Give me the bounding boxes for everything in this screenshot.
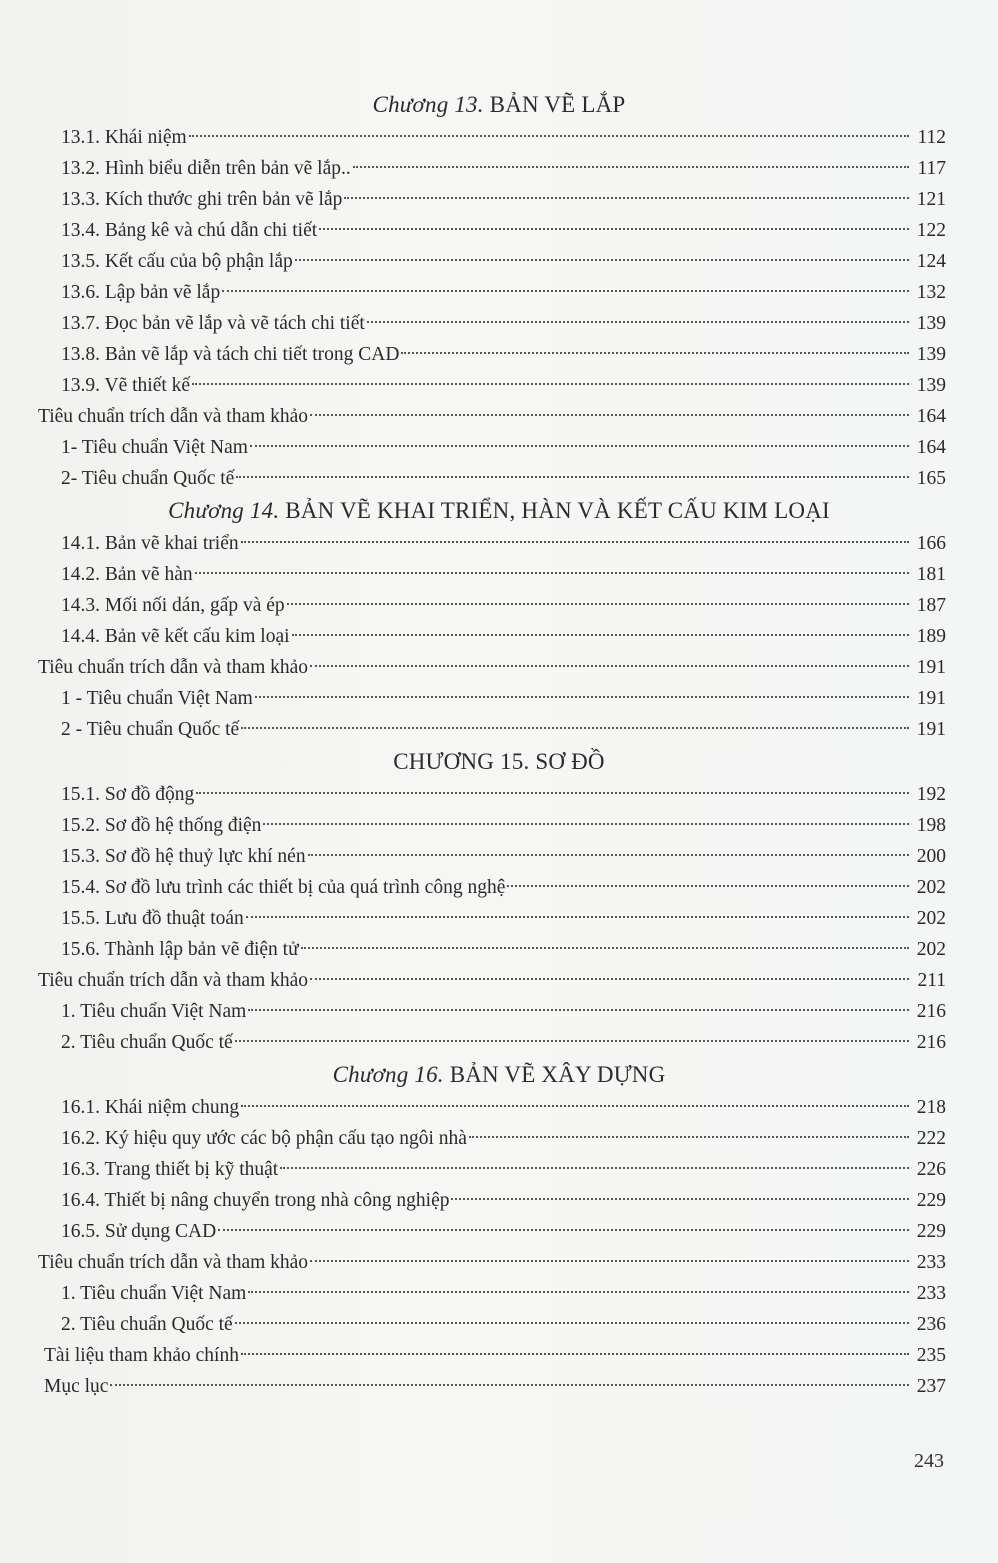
toc-entry[interactable] bbox=[0, 714, 998, 745]
entry-label: 1- Tiêu chuẩn Việt Nam bbox=[61, 437, 248, 458]
entry-page: 198 bbox=[916, 815, 946, 836]
toc-entry[interactable] bbox=[0, 1371, 998, 1402]
toc-entry[interactable] bbox=[0, 934, 998, 965]
entry-label: 16.3. Trang thiết bị kỹ thuật bbox=[61, 1159, 279, 1180]
chapter-heading bbox=[0, 1058, 998, 1092]
entry-label: 1 - Tiêu chuẩn Việt Nam bbox=[61, 688, 253, 709]
toc-entry[interactable] bbox=[0, 559, 998, 590]
entry-label: 13.3. Kích thước ghi trên bản vẽ lắp bbox=[61, 189, 343, 210]
dot-leader bbox=[192, 383, 909, 385]
chapter-title: BẢN VẼ KHAI TRIỂN, HÀN VÀ KẾT CẤU KIM LOẠI bbox=[285, 498, 830, 523]
dot-leader bbox=[241, 541, 909, 543]
entry-page: 191 bbox=[916, 719, 946, 740]
entry-page: 132 bbox=[916, 282, 946, 303]
dot-leader bbox=[287, 603, 909, 605]
dot-leader bbox=[319, 228, 909, 230]
dot-leader bbox=[292, 634, 909, 636]
entry-label: 15.2. Sơ đồ hệ thống điện bbox=[61, 815, 262, 836]
entry-page: 222 bbox=[916, 1128, 946, 1149]
dot-leader bbox=[301, 947, 909, 949]
entry-label: 13.5. Kết cấu của bộ phận lắp bbox=[61, 251, 293, 272]
entry-page: 233 bbox=[916, 1252, 946, 1273]
dot-leader bbox=[308, 854, 909, 856]
dot-leader bbox=[310, 665, 909, 667]
toc-entry[interactable] bbox=[0, 965, 998, 996]
toc-entry[interactable] bbox=[0, 153, 998, 184]
entry-page: 124 bbox=[916, 251, 946, 272]
entry-label: 14.3. Mối nối dán, gấp và ép bbox=[61, 595, 285, 616]
dot-leader bbox=[235, 1322, 909, 1324]
toc-entry[interactable] bbox=[0, 184, 998, 215]
entry-page: 117 bbox=[917, 158, 946, 179]
toc-entry[interactable] bbox=[0, 652, 998, 683]
entry-page: 122 bbox=[916, 220, 946, 241]
entry-page: 166 bbox=[916, 533, 946, 554]
entry-page: 191 bbox=[916, 657, 946, 678]
entry-label: 13.6. Lập bản vẽ lắp bbox=[61, 282, 221, 303]
entry-page: 216 bbox=[916, 1032, 946, 1053]
entry-page: 237 bbox=[916, 1376, 946, 1397]
toc-entry[interactable] bbox=[0, 810, 998, 841]
dot-leader bbox=[241, 1353, 909, 1355]
entry-label: 13.4. Bảng kê và chú dẫn chi tiết bbox=[61, 220, 318, 241]
dot-leader bbox=[222, 290, 909, 292]
entry-page: 202 bbox=[916, 908, 946, 929]
entry-page: 236 bbox=[916, 1314, 946, 1335]
dot-leader bbox=[235, 1040, 909, 1042]
entry-label: 14.4. Bản vẽ kết cấu kim loại bbox=[61, 626, 290, 647]
dot-leader bbox=[246, 916, 909, 918]
toc-entry[interactable] bbox=[0, 683, 998, 714]
chapter-title: BẢN VẼ XÂY DỰNG bbox=[449, 1062, 666, 1087]
toc-entry[interactable] bbox=[0, 1309, 998, 1340]
entry-label: 2- Tiêu chuẩn Quốc tế bbox=[61, 468, 235, 489]
toc-entry[interactable] bbox=[0, 401, 998, 432]
entry-label: Tài liệu tham khảo chính bbox=[44, 1345, 239, 1366]
dot-leader bbox=[507, 885, 909, 887]
entry-label: 1. Tiêu chuẩn Việt Nam bbox=[61, 1283, 247, 1304]
entry-page: 164 bbox=[916, 437, 946, 458]
toc-entry[interactable] bbox=[0, 903, 998, 934]
entry-page: 165 bbox=[916, 468, 946, 489]
entry-label: 14.1. Bản vẽ khai triển bbox=[61, 533, 239, 554]
dot-leader bbox=[367, 321, 909, 323]
entry-page: 139 bbox=[916, 313, 946, 334]
toc-entry[interactable] bbox=[0, 621, 998, 652]
entry-label: 2. Tiêu chuẩn Quốc tế bbox=[61, 1032, 233, 1053]
entry-label: 16.2. Ký hiệu quy ước các bộ phận cấu tạo ngôi nhà bbox=[61, 1128, 467, 1149]
entry-label: 13.1. Khái niệm bbox=[61, 127, 187, 148]
entry-page: 181 bbox=[916, 564, 946, 585]
chapter-prefix: Chương 13. bbox=[372, 92, 484, 117]
entry-label: Tiêu chuẩn trích dẫn và tham khảo bbox=[38, 1252, 309, 1273]
entry-label: 13.8. Bản vẽ lắp và tách chi tiết trong CAD bbox=[61, 344, 400, 365]
entry-page: 233 bbox=[916, 1283, 946, 1304]
entry-page: 121 bbox=[916, 189, 946, 210]
entry-label: 16.1. Khái niệm chung bbox=[61, 1097, 240, 1118]
entry-label: Tiêu chuẩn trích dẫn và tham khảo bbox=[38, 406, 309, 427]
chapter-heading bbox=[0, 745, 998, 779]
entry-label: 16.4. Thiết bị nâng chuyển trong nhà công nghiệp bbox=[61, 1190, 450, 1211]
chapter-prefix: Chương 16. bbox=[332, 1062, 444, 1087]
entry-label: 15.3. Sơ đồ hệ thuỷ lực khí nén bbox=[61, 846, 306, 867]
toc-entry[interactable] bbox=[0, 841, 998, 872]
toc-entry[interactable] bbox=[0, 1278, 998, 1309]
toc-entry[interactable] bbox=[0, 590, 998, 621]
entry-page: 139 bbox=[916, 375, 946, 396]
toc-entry[interactable] bbox=[0, 339, 998, 370]
dot-leader bbox=[241, 1105, 909, 1107]
dot-leader bbox=[310, 1260, 909, 1262]
toc-entry[interactable] bbox=[0, 1154, 998, 1185]
entry-page: 211 bbox=[917, 970, 946, 991]
dot-leader bbox=[263, 823, 909, 825]
entry-page: 187 bbox=[916, 595, 946, 616]
toc-entry[interactable] bbox=[0, 432, 998, 463]
toc-entry[interactable] bbox=[0, 1247, 998, 1278]
entry-label: 15.4. Sơ đồ lưu trình các thiết bị của quá trình công nghệ bbox=[61, 877, 506, 898]
entry-page: 218 bbox=[916, 1097, 946, 1118]
toc-entry[interactable] bbox=[0, 246, 998, 277]
entry-label: 13.2. Hình biểu diễn trên bản vẽ lắp.. bbox=[61, 158, 351, 179]
dot-leader bbox=[248, 1291, 909, 1293]
page-number: 243 bbox=[914, 1450, 944, 1472]
entry-page: 192 bbox=[916, 784, 946, 805]
toc-entry[interactable] bbox=[0, 277, 998, 308]
dot-leader bbox=[110, 1384, 909, 1386]
entry-label: 2 - Tiêu chuẩn Quốc tế bbox=[61, 719, 240, 740]
chapter-heading bbox=[0, 494, 998, 528]
toc-entry[interactable] bbox=[0, 308, 998, 339]
entry-label: Tiêu chuẩn trích dẫn và tham khảo bbox=[38, 970, 309, 991]
dot-leader bbox=[189, 135, 909, 137]
entry-label: 2. Tiêu chuẩn Quốc tế bbox=[61, 1314, 233, 1335]
entry-page: 216 bbox=[916, 1001, 946, 1022]
entry-page: 164 bbox=[916, 406, 946, 427]
dot-leader bbox=[248, 1009, 909, 1011]
entry-label: 13.9. Vẽ thiết kế bbox=[61, 375, 191, 396]
dot-leader bbox=[401, 352, 909, 354]
entry-label: 14.2. Bản vẽ hàn bbox=[61, 564, 193, 585]
entry-label: Mục lục bbox=[44, 1376, 109, 1397]
toc-entry[interactable] bbox=[0, 463, 998, 494]
entry-page: 229 bbox=[916, 1221, 946, 1242]
entry-label: 13.7. Đọc bản vẽ lắp và vẽ tách chi tiết bbox=[61, 313, 365, 334]
dot-leader bbox=[295, 259, 909, 261]
toc-entry[interactable] bbox=[0, 779, 998, 810]
dot-leader bbox=[241, 727, 909, 729]
dot-leader bbox=[236, 476, 909, 478]
toc-entry[interactable] bbox=[0, 1027, 998, 1058]
entry-label: 15.5. Lưu đồ thuật toán bbox=[61, 908, 244, 929]
dot-leader bbox=[280, 1167, 909, 1169]
entry-label: 16.5. Sử dụng CAD bbox=[61, 1221, 217, 1242]
dot-leader bbox=[195, 572, 909, 574]
entry-page: 112 bbox=[917, 127, 946, 148]
dot-leader bbox=[196, 792, 909, 794]
toc-entry[interactable] bbox=[0, 1340, 998, 1371]
chapter-prefix: CHƯƠNG 15. bbox=[393, 749, 530, 774]
entry-page: 189 bbox=[916, 626, 946, 647]
dot-leader bbox=[451, 1198, 909, 1200]
dot-leader bbox=[310, 978, 909, 980]
entry-page: 226 bbox=[916, 1159, 946, 1180]
dot-leader bbox=[469, 1136, 909, 1138]
toc-entry[interactable] bbox=[0, 996, 998, 1027]
entry-page: 200 bbox=[916, 846, 946, 867]
entry-label: 15.1. Sơ đồ động bbox=[61, 784, 195, 805]
toc-entry[interactable] bbox=[0, 872, 998, 903]
dot-leader bbox=[218, 1229, 909, 1231]
toc-entry[interactable] bbox=[0, 122, 998, 153]
dot-leader bbox=[250, 445, 909, 447]
dot-leader bbox=[255, 696, 909, 698]
dot-leader bbox=[344, 197, 909, 199]
entry-label: Tiêu chuẩn trích dẫn và tham khảo bbox=[38, 657, 309, 678]
chapter-heading bbox=[0, 88, 998, 122]
toc-entry[interactable] bbox=[0, 1216, 998, 1247]
table-of-contents bbox=[0, 88, 998, 1402]
dot-leader bbox=[310, 414, 909, 416]
toc-entry[interactable] bbox=[0, 528, 998, 559]
toc-entry[interactable] bbox=[0, 1185, 998, 1216]
chapter-title: SƠ ĐỒ bbox=[535, 749, 605, 774]
entry-page: 202 bbox=[916, 939, 946, 960]
chapter-prefix: Chương 14. bbox=[168, 498, 280, 523]
toc-entry[interactable] bbox=[0, 370, 998, 401]
entry-page: 235 bbox=[916, 1345, 946, 1366]
dot-leader bbox=[353, 166, 909, 168]
chapter-title: BẢN VẼ LẮP bbox=[489, 92, 626, 117]
entry-label: 1. Tiêu chuẩn Việt Nam bbox=[61, 1001, 247, 1022]
entry-page: 229 bbox=[916, 1190, 946, 1211]
entry-label: 15.6. Thành lập bản vẽ điện tử bbox=[61, 939, 299, 960]
entry-page: 139 bbox=[916, 344, 946, 365]
toc-entry[interactable] bbox=[0, 1092, 998, 1123]
entry-page: 191 bbox=[916, 688, 946, 709]
entry-page: 202 bbox=[916, 877, 946, 898]
toc-entry[interactable] bbox=[0, 1123, 998, 1154]
toc-entry[interactable] bbox=[0, 215, 998, 246]
